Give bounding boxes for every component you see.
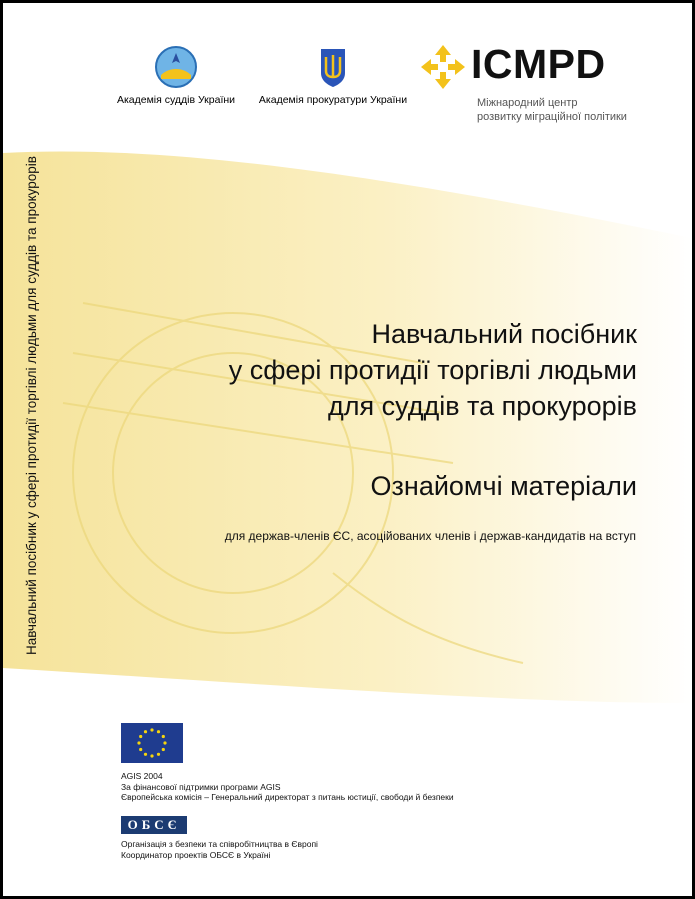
- eu-star-icon: [139, 748, 142, 751]
- osce-logo: ОБСЄ: [121, 816, 187, 834]
- eu-star-icon: [144, 730, 147, 733]
- spine-text: Навчальний посібник у сфері протидії торгівлі людьми для суддів та прокурорів: [24, 156, 39, 655]
- prosecutors-academy-logo: [253, 45, 413, 106]
- judges-academy-logo: [111, 45, 241, 106]
- eu-star-icon: [157, 730, 160, 733]
- eu-star-icon: [157, 753, 160, 756]
- trident-emblem-icon: [318, 45, 348, 89]
- agis-line1: AGIS 2004: [121, 771, 163, 781]
- main-title: [229, 316, 637, 424]
- subtitle: Ознайомчі матеріали: [370, 471, 637, 501]
- main-title-line3: для суддів та прокурорів: [327, 391, 637, 421]
- agis-funding-info: [121, 771, 454, 803]
- eu-star-icon: [162, 735, 165, 738]
- judges-academy-caption: Академія суддів України: [116, 94, 236, 106]
- judges-academy-emblem-icon: [153, 45, 199, 89]
- icmpd-logo-text: ICMPD: [471, 41, 606, 87]
- main-title-line2: у сфері протидії торгівлі людьми: [228, 355, 637, 385]
- eu-star-icon: [162, 748, 165, 751]
- agis-line2: За фінансової підтримки програми AGIS: [121, 781, 281, 792]
- eu-star-icon: [144, 753, 147, 756]
- main-title-line1: Навчальний посібник: [371, 319, 637, 349]
- osce-info: [121, 839, 318, 860]
- audience-note: для держав-членів ЄС, асоційованих членів і держав-кандидатів на вступ: [224, 529, 636, 543]
- logos-header: [3, 3, 692, 143]
- prosecutors-academy-caption: Академія прокуратури України: [258, 94, 408, 106]
- eu-star-icon: [139, 735, 142, 738]
- agis-line3: Європейська комісія – Генеральний директорат з питань юстиції, свободи й безпеки: [121, 792, 454, 802]
- osce-line2: Координатор проектів ОБСЄ в Україні: [121, 849, 271, 860]
- icmpd-subtitle-line2: розвитку міграційної політики: [477, 111, 627, 123]
- icmpd-subtitle: [477, 96, 627, 124]
- eu-flag-icon: [121, 723, 183, 763]
- eu-star-icon: [137, 741, 140, 744]
- icmpd-arrows-icon: [421, 45, 465, 89]
- osce-line1: Організація з безпеки та співробітництва в Європі: [121, 839, 318, 849]
- eu-star-icon: [150, 728, 153, 731]
- eu-star-icon: [163, 741, 166, 744]
- eu-star-icon: [150, 754, 153, 757]
- icmpd-subtitle-line1: Міжнародний центр: [477, 97, 578, 109]
